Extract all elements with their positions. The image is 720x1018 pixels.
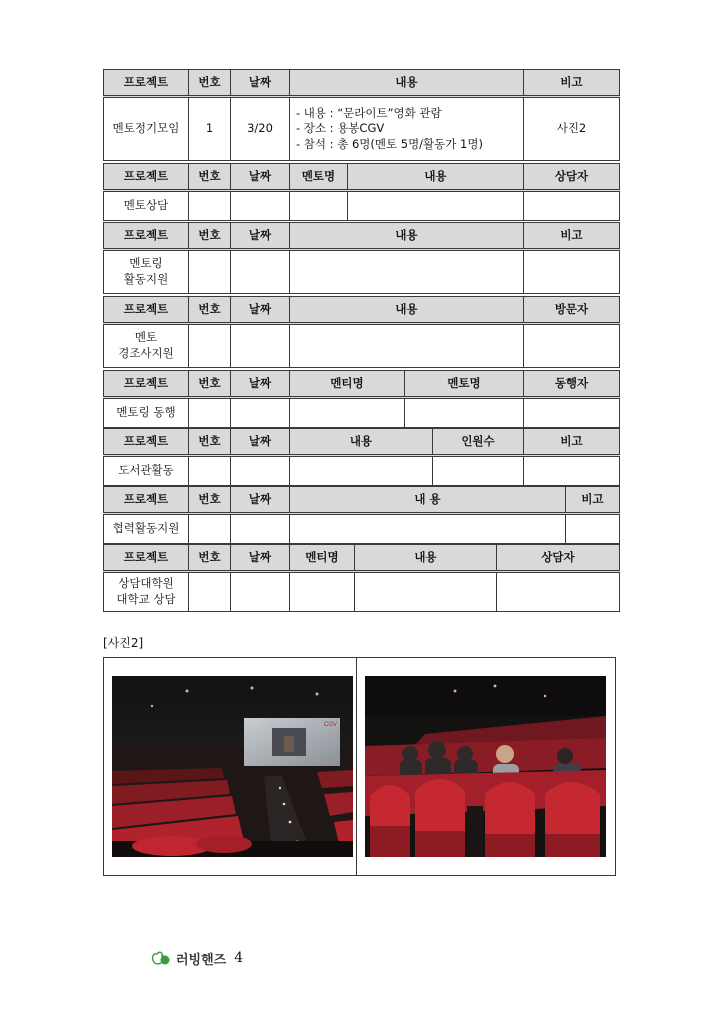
content-line: - 내용 : “문라이트”영화 관람	[296, 105, 442, 120]
cell-empty	[497, 572, 620, 612]
header-date: 날짜	[231, 297, 290, 324]
table-mentor-counsel	[103, 163, 620, 221]
table-mentoring-accompany	[103, 370, 620, 428]
loving-hands-logo-icon	[150, 948, 172, 968]
header-project: 프로젝트	[104, 487, 189, 514]
header-date: 날짜	[231, 429, 290, 456]
cell-empty	[231, 191, 290, 221]
project-line: 멘토	[134, 330, 158, 345]
header-date: 날짜	[231, 223, 290, 250]
header-date: 날짜	[231, 164, 290, 191]
photo-frame	[103, 657, 616, 876]
table-condolence-support	[103, 296, 620, 368]
header-project: 프로젝트	[104, 297, 189, 324]
project-line: 상담대학원	[118, 576, 174, 591]
header-date: 날짜	[231, 487, 290, 514]
cell-empty	[433, 456, 524, 486]
table-mentor-meeting	[103, 69, 620, 161]
cell-empty	[231, 514, 290, 544]
cell-empty	[189, 456, 231, 486]
cell-empty	[189, 572, 231, 612]
header-mentee-name: 멘티명	[290, 371, 405, 398]
header-note: 비고	[524, 70, 620, 97]
cell-project: 멘토정기모임	[104, 97, 189, 161]
cell-date: 3/20	[231, 97, 290, 161]
photo-mentors-seated	[365, 676, 606, 857]
cell-empty	[231, 250, 290, 294]
photo-section-label: [사진2]	[103, 636, 144, 650]
photo-theater-screen	[112, 676, 353, 857]
header-content: 내용	[290, 429, 433, 456]
cell-empty	[189, 324, 231, 368]
cell-empty	[524, 191, 620, 221]
header-headcount: 인원수	[433, 429, 524, 456]
header-project: 프로젝트	[104, 429, 189, 456]
cell-empty	[189, 514, 231, 544]
header-companion: 동행자	[524, 371, 620, 398]
cell-empty	[290, 572, 355, 612]
project-line: 멘토링	[129, 256, 163, 271]
header-note: 비고	[566, 487, 620, 514]
cell-empty	[290, 191, 348, 221]
header-content: 내 용	[290, 487, 566, 514]
header-number: 번호	[189, 371, 231, 398]
cell-empty	[524, 456, 620, 486]
content-line: - 장소 : 용봉CGV	[296, 121, 385, 136]
cell-project: 멘토상담	[104, 191, 189, 221]
header-number: 번호	[189, 70, 231, 97]
header-number: 번호	[189, 164, 231, 191]
project-line: 활동지원	[123, 272, 169, 286]
header-counselor: 상담자	[497, 545, 620, 572]
cell-project	[104, 324, 189, 368]
cell-empty	[290, 324, 524, 368]
header-content: 내용	[290, 223, 524, 250]
header-counselor: 상담자	[524, 164, 620, 191]
header-project: 프로젝트	[104, 545, 189, 572]
cell-empty	[524, 398, 620, 428]
cell-empty	[290, 250, 524, 294]
cell-empty	[524, 250, 620, 294]
cell-empty	[231, 456, 290, 486]
cell-project	[104, 572, 189, 612]
header-content: 내용	[355, 545, 497, 572]
cell-project: 도서관활동	[104, 456, 189, 486]
header-visitor: 방문자	[524, 297, 620, 324]
header-mentor-name: 멘토명	[405, 371, 524, 398]
header-date: 날짜	[231, 545, 290, 572]
cell-project	[104, 250, 189, 294]
table-mentoring-support	[103, 222, 620, 294]
header-content: 내용	[348, 164, 524, 191]
cell-empty	[189, 191, 231, 221]
content-line: - 참석 : 총 6명(멘토 5명/활동가 1명)	[296, 136, 483, 151]
cell-empty	[355, 572, 497, 612]
header-note: 비고	[524, 223, 620, 250]
cell-empty	[231, 324, 290, 368]
header-date: 날짜	[231, 70, 290, 97]
cell-empty	[231, 398, 290, 428]
page-number: 4	[234, 950, 244, 966]
header-note: 비고	[524, 429, 620, 456]
cell-empty	[405, 398, 524, 428]
cell-note: 사진2	[524, 97, 620, 161]
project-line: 대학교 상담	[116, 592, 176, 606]
cell-empty	[566, 514, 620, 544]
table-library-activity	[103, 428, 620, 486]
photo-divider	[356, 658, 357, 875]
header-project: 프로젝트	[104, 223, 189, 250]
cell-project: 협력활동지원	[104, 514, 189, 544]
cell-project: 멘토링 동행	[104, 398, 189, 428]
header-content: 내용	[290, 297, 524, 324]
table-cooperation-support	[103, 486, 620, 544]
header-number: 번호	[189, 297, 231, 324]
screen-cgv-text: CGV	[324, 722, 338, 728]
header-project: 프로젝트	[104, 164, 189, 191]
header-number: 번호	[189, 223, 231, 250]
cell-empty	[290, 514, 566, 544]
cell-empty	[290, 456, 433, 486]
cell-empty	[231, 572, 290, 612]
header-project: 프로젝트	[104, 371, 189, 398]
cell-empty	[524, 324, 620, 368]
footer	[150, 948, 243, 968]
header-date: 날짜	[231, 371, 290, 398]
header-project: 프로젝트	[104, 70, 189, 97]
brand-name: 러빙핸즈	[176, 952, 227, 968]
table-graduate-counsel	[103, 544, 620, 612]
cell-empty	[348, 191, 524, 221]
header-number: 번호	[189, 487, 231, 514]
cell-empty	[189, 250, 231, 294]
header-number: 번호	[189, 545, 231, 572]
cell-empty	[189, 398, 231, 428]
header-number: 번호	[189, 429, 231, 456]
header-mentee-name: 멘티명	[290, 545, 355, 572]
cell-content	[290, 97, 524, 161]
cell-empty	[290, 398, 405, 428]
cell-number: 1	[189, 97, 231, 161]
header-content: 내용	[290, 70, 524, 97]
project-line: 경조사지원	[118, 346, 174, 360]
header-mentor-name: 멘토명	[290, 164, 348, 191]
